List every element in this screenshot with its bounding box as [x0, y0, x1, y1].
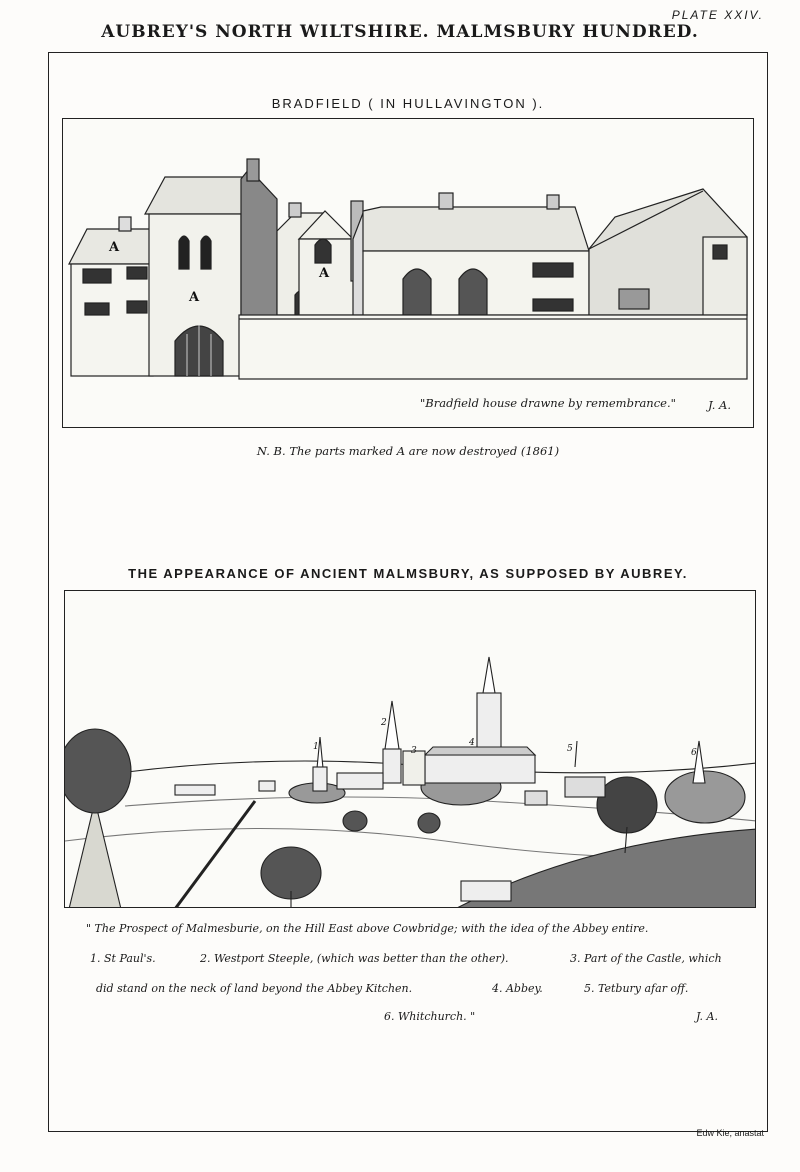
- bradfield-house-engraving: [63, 119, 754, 428]
- bradfield-title: BRADFIELD ( IN HULLAVINGTON ).: [271, 96, 545, 111]
- key-castle-part2: did stand on the neck of land beyond the Abbey Kitchen.: [96, 982, 413, 995]
- key-st-pauls: 1. St Paul's.: [90, 952, 156, 965]
- malmsbury-title: THE APPEARANCE OF ANCIENT MALMSBURY, AS SUPPOSED BY AUBREY.: [128, 566, 688, 581]
- prospect-description: " The Prospect of Malmesburie, on the Hill East above Cowbridge; with the idea of the Abbey entire.: [86, 922, 649, 935]
- marker-4: 4: [469, 738, 475, 748]
- bradfield-quote: "Bradfield house drawne by remembrance.": [420, 396, 676, 410]
- key-castle-part1: 3. Part of the Castle, which: [570, 952, 722, 965]
- malmsbury-illustration: [64, 590, 756, 908]
- key-tetbury: 5. Tetbury afar off.: [584, 982, 689, 995]
- key-whitchurch: 6. Whitchurch. ": [384, 1010, 476, 1023]
- key-abbey: 4. Abbey.: [492, 982, 543, 995]
- running-head: AUBREY'S NORTH WILTSHIRE. MALMSBURY HUNDRED.: [101, 22, 699, 42]
- plate-number: PLATE XXIV.: [671, 8, 764, 22]
- marker-a-left-wing: A: [109, 240, 120, 255]
- marker-3: 3: [411, 746, 417, 756]
- marker-2: 2: [381, 718, 387, 728]
- bradfield-initials: J. A.: [708, 398, 731, 412]
- key-westport-steeple: 2. Westport Steeple, (which was better than the other).: [200, 952, 509, 965]
- marker-a-gatehouse: A: [189, 290, 200, 305]
- bradfield-illustration: [62, 118, 754, 428]
- marker-5: 5: [567, 744, 573, 754]
- engraver-credit: Edw Kie, anastat: [696, 1128, 764, 1138]
- marker-1: 1: [313, 742, 319, 752]
- marker-6: 6: [691, 748, 697, 758]
- malmsbury-prospect-engraving: [65, 591, 756, 908]
- malmsbury-initials: J. A.: [696, 1010, 718, 1023]
- destroyed-note: N. B. The parts marked A are now destroyed (1861): [256, 444, 560, 458]
- marker-a-chapel: A: [319, 266, 330, 281]
